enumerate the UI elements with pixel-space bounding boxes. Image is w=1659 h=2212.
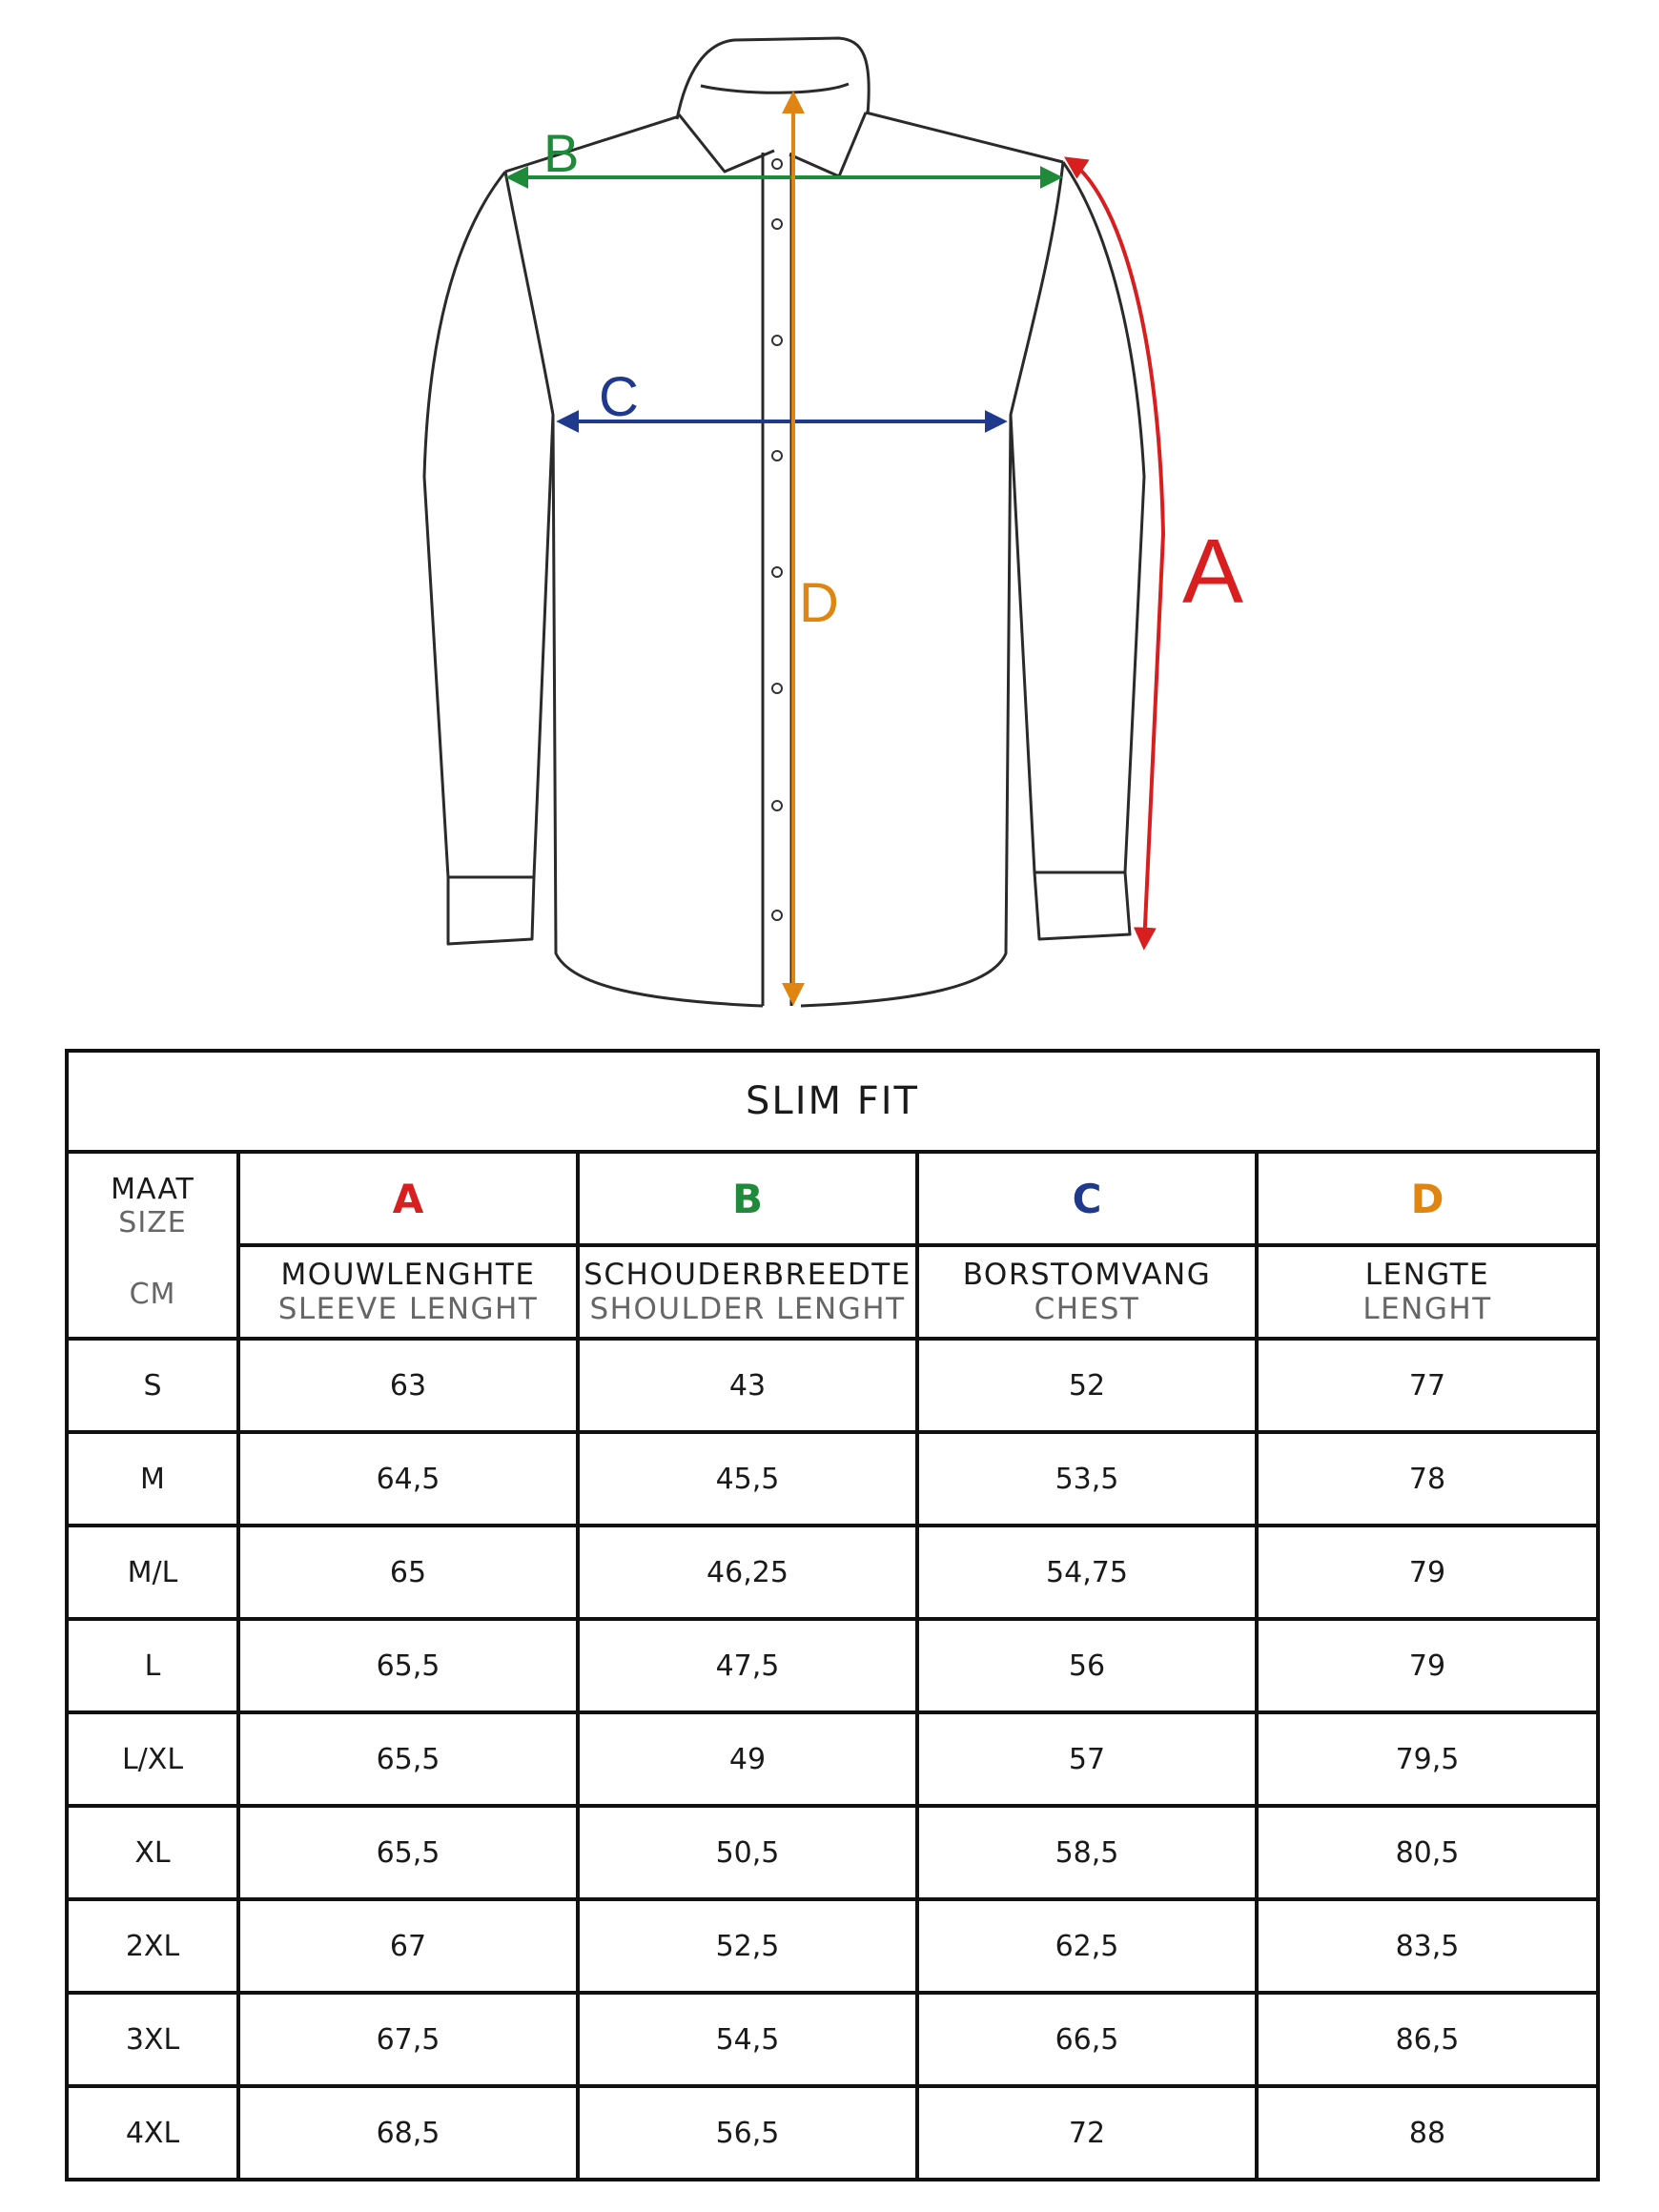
size-cell: XL — [67, 1806, 238, 1899]
column-name-en: CHEST — [1034, 1292, 1140, 1326]
table-row — [67, 1712, 1598, 1806]
value-cell: 77 — [1257, 1339, 1598, 1432]
column-header-sleeve — [238, 1245, 578, 1339]
column-letter-c: C — [917, 1152, 1257, 1245]
table-row — [67, 1619, 1598, 1712]
size-cell: 4XL — [67, 2086, 238, 2180]
column-name-nl: LENGTE — [1364, 1258, 1490, 1292]
value-cell: 65,5 — [238, 1712, 578, 1806]
measure-label-c: C — [599, 366, 639, 428]
value-cell: 67,5 — [238, 1993, 578, 2086]
table-row — [67, 1993, 1598, 2086]
column-letter-b: B — [578, 1152, 917, 1245]
measure-label-d: D — [799, 572, 839, 634]
size-cell: 2XL — [67, 1899, 238, 1993]
value-cell: 50,5 — [578, 1806, 917, 1899]
table-row — [67, 1806, 1598, 1899]
value-cell: 68,5 — [238, 2086, 578, 2180]
value-cell: 45,5 — [578, 1432, 917, 1526]
value-cell: 72 — [917, 2086, 1257, 2180]
value-cell: 63 — [238, 1339, 578, 1432]
shirt-outline — [424, 38, 1144, 1006]
value-cell: 46,25 — [578, 1526, 917, 1619]
value-cell: 86,5 — [1257, 1993, 1598, 2086]
value-cell: 64,5 — [238, 1432, 578, 1526]
measure-arrow-a — [1068, 159, 1163, 946]
column-letter-row — [67, 1152, 1598, 1245]
value-cell: 52,5 — [578, 1899, 917, 1993]
shirt-measurement-diagram — [0, 0, 1659, 1030]
column-name-en: SHOULDER LENGHT — [589, 1292, 906, 1326]
size-cell: M — [67, 1432, 238, 1526]
size-cell: S — [67, 1339, 238, 1432]
value-cell: 79,5 — [1257, 1712, 1598, 1806]
value-cell: 62,5 — [917, 1899, 1257, 1993]
table-row — [67, 1526, 1598, 1619]
value-cell: 49 — [578, 1712, 917, 1806]
column-letter-d: D — [1257, 1152, 1598, 1245]
value-cell: 47,5 — [578, 1619, 917, 1712]
value-cell: 56,5 — [578, 2086, 917, 2180]
value-cell: 79 — [1257, 1619, 1598, 1712]
value-cell: 56 — [917, 1619, 1257, 1712]
table-row — [67, 1339, 1598, 1432]
size-cell: M/L — [67, 1526, 238, 1619]
measure-label-b: B — [543, 123, 580, 183]
value-cell: 88 — [1257, 2086, 1598, 2180]
value-cell: 53,5 — [917, 1432, 1257, 1526]
size-header-maat: MAAT — [111, 1173, 195, 1206]
size-column-header — [67, 1152, 238, 1339]
value-cell: 65,5 — [238, 1619, 578, 1712]
column-header-chest — [917, 1245, 1257, 1339]
column-name-en: SLEEVE LENGHT — [277, 1292, 539, 1326]
table-row — [67, 1432, 1598, 1526]
column-letter-a: A — [238, 1152, 578, 1245]
column-header-shoulder — [578, 1245, 917, 1339]
size-cell: L — [67, 1619, 238, 1712]
value-cell: 52 — [917, 1339, 1257, 1432]
table-title: SLIM FIT — [67, 1051, 1598, 1152]
table-title-row — [67, 1051, 1598, 1152]
value-cell: 80,5 — [1257, 1806, 1598, 1899]
value-cell: 66,5 — [917, 1993, 1257, 2086]
size-cell: L/XL — [67, 1712, 238, 1806]
value-cell: 54,5 — [578, 1993, 917, 2086]
size-header-size: SIZE — [118, 1206, 187, 1239]
table-row — [67, 2086, 1598, 2180]
value-cell: 79 — [1257, 1526, 1598, 1619]
size-header-unit: CM — [129, 1278, 176, 1311]
column-name-nl: BORSTOMVANG — [962, 1258, 1212, 1292]
table-row — [67, 1899, 1598, 1993]
value-cell: 58,5 — [917, 1806, 1257, 1899]
column-name-nl: MOUWLENGHTE — [280, 1258, 536, 1292]
value-cell: 65 — [238, 1526, 578, 1619]
measure-label-a: A — [1182, 521, 1244, 623]
value-cell: 57 — [917, 1712, 1257, 1806]
size-cell: 3XL — [67, 1993, 238, 2086]
column-name-row — [67, 1245, 1598, 1339]
value-cell: 43 — [578, 1339, 917, 1432]
column-name-en: LENGHT — [1362, 1292, 1492, 1326]
column-name-nl: SCHOUDERBREEDTE — [584, 1258, 911, 1292]
value-cell: 54,75 — [917, 1526, 1257, 1619]
value-cell: 83,5 — [1257, 1899, 1598, 1993]
value-cell: 65,5 — [238, 1806, 578, 1899]
column-header-length — [1257, 1245, 1598, 1339]
shirt-buttons — [772, 159, 782, 920]
size-chart-table — [65, 1049, 1600, 2181]
value-cell: 67 — [238, 1899, 578, 1993]
value-cell: 78 — [1257, 1432, 1598, 1526]
